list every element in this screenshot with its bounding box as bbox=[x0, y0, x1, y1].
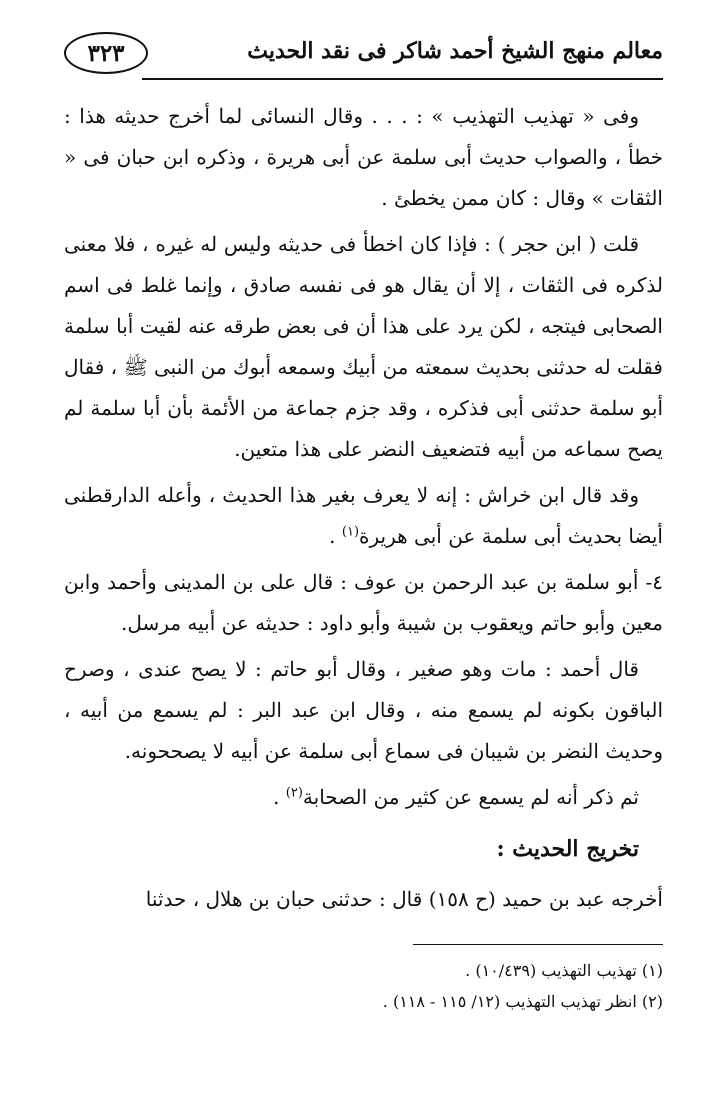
page-header bbox=[64, 22, 663, 84]
paragraph-tahdhib-quote: وفى « تهذيب التهذيب » : . . . وقال النسائى لما أخرج حديثه هذا : خطأ ، والصواب حديث أبى سلمة عن أبى هريرة ، وذكره ابن حبان فى « الثقات » وقال : كان ممن يخطئ . bbox=[64, 104, 663, 210]
footnote-marker-1: (١) bbox=[341, 524, 360, 540]
header-rule bbox=[142, 78, 663, 80]
footnotes bbox=[64, 955, 663, 1017]
section-heading: تخريج الحديث : bbox=[496, 836, 639, 862]
footnote-marker-2: (٢) bbox=[285, 785, 303, 801]
footnote-2: (٢) انظر تهذيب التهذيب (١٢/ ١١٥ - ١١٨) . bbox=[382, 992, 663, 1011]
footnote-rule bbox=[413, 944, 663, 945]
paragraph-ahmad: قال أحمد : مات وهو صغير ، وقال أبو حاتم : لا يصح عندى ، وصرح الباقون بكونه لم يسمع منه ، وقال ابن عبد البر : لم يسمع من أبيه ، وحديث النضر بن شيبان فى سماع أبى سلمة عن أبيه لا يصححونه. bbox=[64, 657, 663, 763]
paragraph-ibn-khirash-end: . bbox=[329, 524, 342, 548]
paragraph-ibn-khirash-text: وقد قال ابن خراش : إنه لا يعرف بغير هذا الحديث ، وأعله الدارقطنى أيضا بحديث أبى سلمة عن أبى هريرة bbox=[64, 483, 663, 548]
paragraph-sahaba-text: ثم ذكر أنه لم يسمع عن كثير من الصحابة bbox=[302, 785, 639, 809]
paragraph-abu-salama: ٤- أبو سلمة بن عبد الرحمن بن عوف : قال على بن المدينى وأحمد وابن معين وأبو حاتم ويعقوب بن شيبة وأبو داود : حديثه عن أبيه مرسل. bbox=[64, 570, 663, 635]
paragraph-ibn-hajar: قلت ( ابن حجر ) : فإذا كان اخطأ فى حديثه وليس له غيره ، فلا معنى لذكره فى الثقات ، إلا أن يقال هو فى نفسه صادق ، وإنما غلط فى اسم الصحابى فيتجه ، لكن يرد على هذا أن فى بعض طرقه عنه لقيت أبا سلمة فقلت له حدثنى بحديث سمعته من أبيك وسمعه أبوك من النبى ﷺ ، فقال أبو سلمة حدثنى أبى فذكره ، وقد جزم جماعة من الأئمة بأن أبا سلمة لم يصح سماعه من أبيه فتضعيف النضر على هذا متعين. bbox=[64, 232, 663, 461]
running-title: معالم منهج الشيخ أحمد شاكر فى نقد الحديث bbox=[247, 38, 663, 64]
page-number-oval bbox=[64, 32, 148, 74]
footnote-1: (١) تهذيب التهذيب (١٠/٤٣٩) . bbox=[465, 961, 663, 980]
paragraph-ibn-khirash bbox=[64, 475, 663, 557]
paragraph-sahaba bbox=[64, 777, 663, 818]
main-text bbox=[64, 96, 663, 925]
paragraph-sahaba-end: . bbox=[273, 785, 286, 809]
page-number: ٣٢٣ bbox=[87, 39, 125, 67]
paragraph-takhrij: أخرجه عبد بن حميد (ح ١٥٨) قال : حدثنى حبان بن هلال ، حدثنا bbox=[145, 887, 663, 911]
